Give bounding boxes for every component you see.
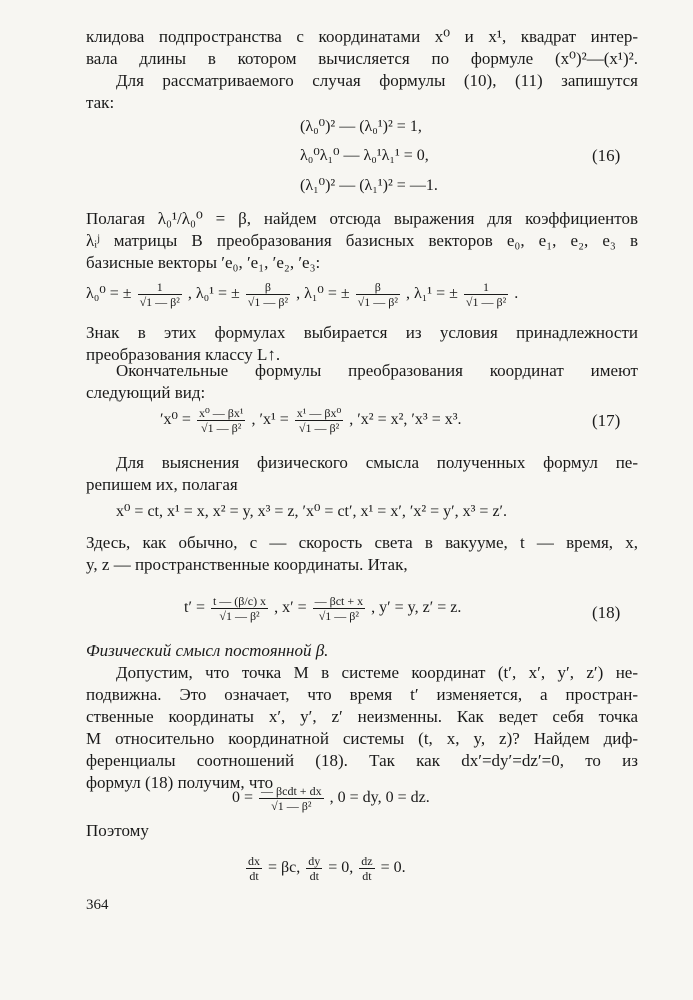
fraction-denominator: √1 — β² bbox=[139, 295, 180, 309]
equation-16-row2: λ₀⁰λ₁⁰ — λ₀¹λ₁¹ = 0, bbox=[300, 147, 429, 164]
text-line: формул (18) получим, что bbox=[86, 773, 274, 792]
text-line: Для выяснения физического смысла полученных формул пе- bbox=[116, 453, 638, 472]
text-line: Для рассматриваемого случая формулы (10), (11) запишутся bbox=[116, 71, 638, 90]
fraction bbox=[359, 854, 374, 883]
eq-part: , x′ = bbox=[274, 599, 307, 617]
fraction-denominator: √1 — β² bbox=[259, 798, 324, 813]
eq-part: , y′ = y, z′ = z. bbox=[371, 599, 462, 617]
equation-lambda-coefficients bbox=[86, 280, 638, 309]
equation-differentials bbox=[232, 784, 430, 813]
fraction bbox=[246, 854, 262, 883]
text-line: Окончательные формулы преобразования координат имеют bbox=[116, 361, 638, 380]
text-line: Знак в этих формулах выбирается из условия принадлежности bbox=[86, 323, 638, 342]
fraction-numerator: 1 bbox=[156, 280, 163, 294]
text-line: Здесь, как обычно, c — скорость света в вакууме, t — время, x, bbox=[86, 533, 638, 552]
fraction bbox=[313, 594, 366, 623]
fraction-numerator: dy bbox=[308, 854, 321, 868]
eq-part: ′x⁰ = bbox=[160, 411, 191, 429]
fraction-numerator: t — (β/c) x bbox=[212, 594, 267, 608]
fraction bbox=[295, 406, 344, 435]
section-heading: Физический смысл постоянной β. bbox=[86, 641, 329, 660]
text-line: ственные координаты x′, y′, z′ неизменны. Как ведет себя точка bbox=[86, 707, 638, 726]
text-line: так: bbox=[86, 93, 115, 112]
text-line: λᵢʲ матрицы B преобразования базисных векторов e₀, e₁, e₂, e₃ в bbox=[86, 231, 638, 250]
fraction-numerator: x⁰ — βx¹ bbox=[198, 406, 244, 420]
fraction-denominator: √1 — β² bbox=[197, 420, 246, 435]
fraction-denominator: √1 — β² bbox=[247, 295, 289, 309]
fraction-numerator: — βct + x bbox=[314, 594, 364, 608]
text-line: y, z — пространственные координаты. Итак, bbox=[86, 555, 408, 574]
equation-number-16: (16) bbox=[592, 146, 621, 165]
equation-substitution: x⁰ = ct, x¹ = x, x² = y, x³ = z, ′x⁰ = ct′, x¹ = x′, ′x² = y′, x³ = z′. bbox=[116, 503, 508, 520]
fraction bbox=[356, 280, 400, 309]
text-line: ференциалы соотношений (18). Так как dx′=dy′=dz′=0, то из bbox=[86, 751, 638, 770]
eq-part: λ₀⁰ = ± bbox=[86, 285, 132, 303]
eq-part: , λ₀¹ = ± bbox=[187, 285, 240, 303]
fraction-denominator: √1 — β² bbox=[211, 608, 268, 623]
fraction bbox=[464, 280, 508, 309]
fraction bbox=[306, 854, 322, 883]
equation-16-row3: (λ₁⁰)² — (λ₁¹)² = —1. bbox=[300, 177, 438, 194]
page-number: 364 bbox=[86, 897, 109, 913]
fraction bbox=[259, 784, 324, 813]
fraction-numerator: — βcdt + dx bbox=[261, 784, 322, 798]
equation-16-row1: (λ₀⁰)² — (λ₀¹)² = 1, bbox=[300, 118, 422, 135]
equation-number-18: (18) bbox=[592, 603, 621, 622]
eq-part: , ′x¹ = bbox=[251, 411, 289, 429]
eq-part: , λ₁⁰ = ± bbox=[296, 285, 350, 303]
fraction bbox=[211, 594, 268, 623]
text-line: клидова подпространства с координатами x⁰ и x¹, квадрат интер- bbox=[86, 27, 638, 46]
text-line: Допустим, что точка M в системе координат (t′, x′, y′, z′) не- bbox=[116, 663, 638, 682]
fraction-denominator: dt bbox=[359, 868, 374, 883]
fraction-numerator: 1 bbox=[483, 280, 490, 294]
fraction-denominator: dt bbox=[246, 868, 262, 883]
text-line: подвижна. Это означает, что время t′ изменяется, а простран- bbox=[86, 685, 638, 704]
fraction bbox=[197, 406, 246, 435]
eq-part: = 0. bbox=[380, 859, 406, 877]
eq-part: 0 = bbox=[232, 789, 254, 807]
fraction-denominator: √1 — β² bbox=[357, 295, 398, 309]
text-line: следующий вид: bbox=[86, 383, 206, 402]
eq-part: , 0 = dy, 0 = dz. bbox=[329, 789, 430, 807]
fraction-numerator: dx bbox=[248, 854, 260, 868]
fraction-denominator: √1 — β² bbox=[465, 295, 507, 309]
text-line: M относительно координатной системы (t, x, y, z)? Найдем диф- bbox=[86, 729, 638, 748]
eq-part: = 0, bbox=[328, 859, 354, 877]
fraction-numerator: β bbox=[374, 280, 381, 294]
equation-number-17: (17) bbox=[592, 411, 621, 430]
text-line: Поэтому bbox=[86, 821, 149, 840]
fraction-denominator: dt bbox=[306, 868, 322, 883]
fraction bbox=[138, 280, 182, 309]
fraction-numerator: dz bbox=[361, 854, 373, 868]
eq-part: , ′x² = x², ′x³ = x³. bbox=[349, 411, 462, 429]
eq-part: t′ = bbox=[184, 599, 205, 617]
eq-part: . bbox=[514, 285, 519, 303]
fraction bbox=[246, 280, 290, 309]
equation-17 bbox=[160, 406, 462, 435]
eq-part: = βc, bbox=[268, 859, 301, 877]
fraction-numerator: β bbox=[264, 280, 271, 294]
text-line: Полагая λ₀¹/λ₀⁰ = β, найдем отсюда выражения для коэффициентов bbox=[86, 209, 638, 228]
text-line: базисные векторы ′e₀, ′e₁, ′e₂, ′e₃: bbox=[86, 253, 321, 272]
fraction-denominator: √1 — β² bbox=[313, 608, 366, 623]
text-line: вала длины в котором вычисляется по формуле (x⁰)²—(x¹)². bbox=[86, 49, 638, 68]
text-line: репишем их, полагая bbox=[86, 475, 238, 494]
fraction-numerator: x¹ — βx⁰ bbox=[296, 406, 342, 420]
eq-part: , λ₁¹ = ± bbox=[405, 285, 458, 303]
equation-18 bbox=[184, 594, 461, 623]
equation-velocity bbox=[244, 854, 406, 883]
fraction-denominator: √1 — β² bbox=[295, 420, 344, 435]
text-line: преобразования классу L↑. bbox=[86, 345, 281, 364]
